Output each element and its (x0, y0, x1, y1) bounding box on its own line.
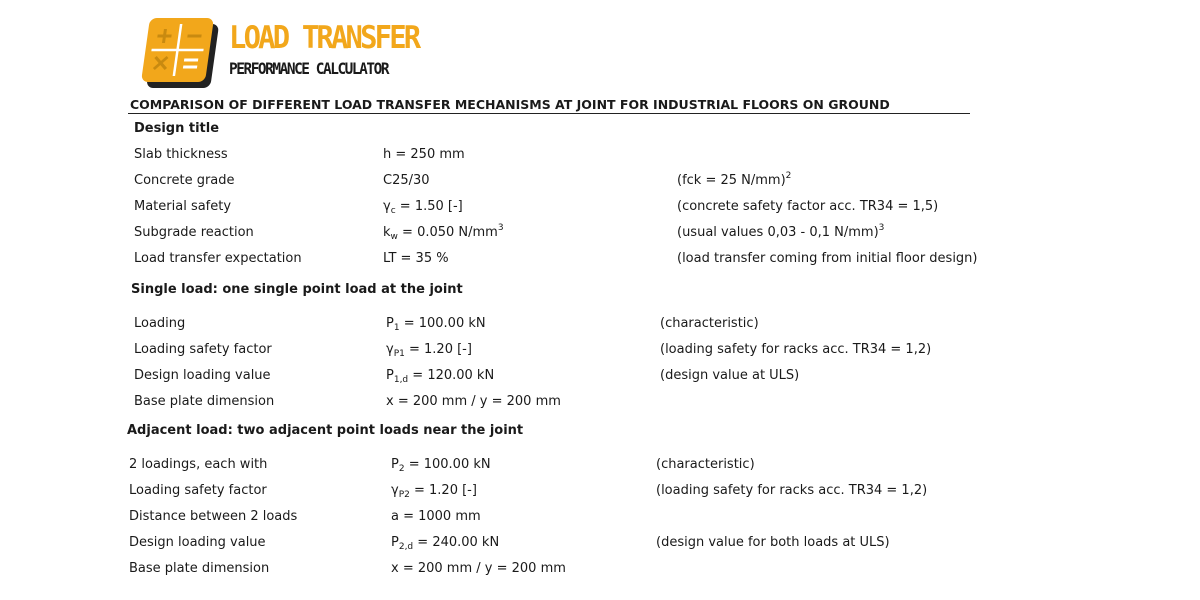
text-pre: P (386, 368, 394, 383)
design-row-note (677, 251, 978, 267)
adjacent-row-note (656, 483, 927, 499)
adjacent-row-value (391, 483, 477, 499)
text-pre: LT = 35 % (383, 251, 449, 266)
design-row-value (383, 199, 463, 215)
text-post: = 1.50 [-] (395, 199, 463, 214)
text-post: = 100.00 kN (404, 457, 491, 472)
text-pre: (fck = 25 N/mm (677, 173, 781, 188)
text-sub: 2,d (398, 542, 414, 552)
text-sup: 2 (785, 171, 792, 181)
design-row-label: Subgrade reaction (134, 225, 254, 240)
single-row-note (660, 368, 799, 384)
text-pre: γ (386, 342, 394, 357)
design-row-note (677, 173, 791, 189)
adjacent-row-value (391, 561, 566, 577)
text-pre: (loading safety for racks acc. TR34 = 1,2) (656, 483, 928, 498)
text-pre: (design value for both loads at ULS) (656, 535, 890, 550)
adjacent-row-label: Design loading value (129, 535, 266, 550)
text-pre: (loading safety for racks acc. TR34 = 1,2) (660, 342, 932, 357)
text-pre: (load transfer coming from initial floor design) (677, 251, 978, 266)
text-pre: x = 200 mm / y = 200 mm (391, 561, 566, 576)
text-pre: k (383, 225, 391, 240)
logo-title: LOAD TRANSFER (229, 20, 419, 56)
single-row-label: Design loading value (134, 368, 271, 383)
text-pre: γ (391, 483, 399, 498)
text-sup: 3 (878, 223, 885, 233)
document-heading: COMPARISON OF DIFFERENT LOAD TRANSFER MECHANISMS AT JOINT FOR INDUSTRIAL FLOORS ON GROUND (130, 97, 890, 112)
calculator-logo-icon (140, 12, 220, 90)
text-sub: w (390, 232, 398, 242)
text-pre: h = 250 mm (383, 147, 465, 162)
text-pre: (characteristic) (660, 316, 759, 331)
design-row-label: Material safety (134, 199, 232, 214)
text-sup: 3 (497, 223, 504, 233)
design-row-value (383, 173, 430, 189)
single-row-label: Base plate dimension (134, 394, 275, 409)
single-row-value (386, 394, 561, 410)
design-row-note (677, 199, 938, 215)
text-sub: P1 (393, 349, 405, 359)
text-pre: (usual values 0,03 - 0,1 N/mm (677, 225, 874, 240)
single-load-section-title: Single load: one single point load at the joint (131, 282, 463, 297)
single-row-note (660, 316, 759, 332)
text-sub: c (390, 206, 396, 216)
adjacent-row-label: Loading safety factor (129, 483, 267, 498)
text-pre: (characteristic) (656, 457, 755, 472)
design-row-value (383, 147, 465, 163)
text-sub: 2 (398, 464, 405, 474)
single-row-label: Loading (134, 316, 186, 331)
design-row-value (383, 251, 449, 267)
single-row-value (386, 368, 494, 384)
text-sub: 1 (393, 323, 400, 333)
heading-underline (128, 113, 970, 114)
text-pre: P (391, 457, 399, 472)
adjacent-row-value (391, 457, 491, 473)
text-pre: C25/30 (383, 173, 430, 188)
text-sub: P2 (398, 490, 410, 500)
design-row-note (677, 225, 884, 241)
text-pre: (concrete safety factor acc. TR34 = 1,5) (677, 199, 939, 214)
single-row-value (386, 342, 472, 358)
text-pre: (design value at ULS) (660, 368, 800, 383)
logo-subtitle: PERFORMANCE CALCULATOR (229, 59, 389, 78)
design-row-label: Slab thickness (134, 147, 228, 162)
text-post: ) (780, 173, 786, 188)
adjacent-row-note (656, 535, 890, 551)
text-post: = 1.20 [-] (404, 342, 472, 357)
adjacent-row-value (391, 509, 481, 525)
text-post: = 1.20 [-] (409, 483, 477, 498)
text-post: = 0.050 N/mm (397, 225, 498, 240)
design-row-label: Concrete grade (134, 173, 235, 188)
adjacent-row-label: 2 loadings, each with (129, 457, 268, 472)
single-row-note (660, 342, 931, 358)
design-row-label: Load transfer expectation (134, 251, 302, 266)
design-row-value (383, 225, 504, 241)
text-post: = 240.00 kN (413, 535, 500, 550)
adjacent-row-label: Base plate dimension (129, 561, 270, 576)
design-section-title: Design title (134, 121, 220, 136)
single-row-label: Loading safety factor (134, 342, 272, 357)
text-pre: a = 1000 mm (391, 509, 481, 524)
adjacent-row-note (656, 457, 755, 473)
adjacent-load-section-title: Adjacent load: two adjacent point loads near the joint (127, 423, 524, 438)
single-row-value (386, 316, 486, 332)
text-pre: P (391, 535, 399, 550)
text-pre: γ (383, 199, 391, 214)
text-sub: 1,d (393, 375, 409, 385)
text-post: = 120.00 kN (408, 368, 495, 383)
text-post: ) (873, 225, 879, 240)
adjacent-row-value (391, 535, 499, 551)
adjacent-row-label: Distance between 2 loads (129, 509, 298, 524)
text-pre: P (386, 316, 394, 331)
text-post: = 100.00 kN (399, 316, 486, 331)
text-pre: x = 200 mm / y = 200 mm (386, 394, 561, 409)
